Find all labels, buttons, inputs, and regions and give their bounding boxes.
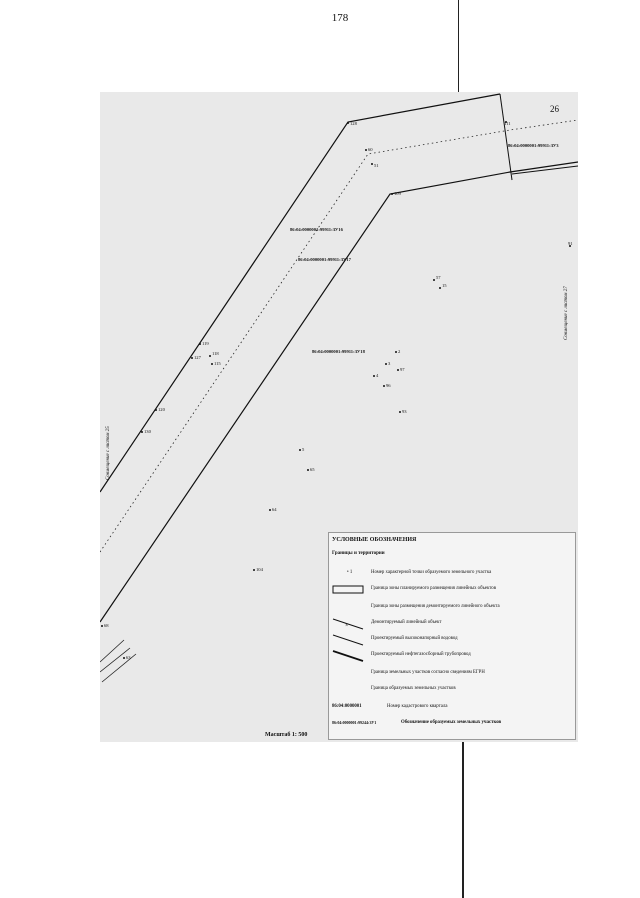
point-label: 118 [212,351,219,356]
point-label: 51 [374,163,379,168]
point-label: 68 [104,623,109,628]
svg-text:×: × [345,623,349,629]
point-label: 128 [350,121,357,126]
side-label-right: Совмещение с листом 27 [564,286,569,340]
legend-item-text: Демонтируемый линейный объект [371,620,442,625]
point-label: 93 [402,409,407,414]
oil-pipeline-symbol [329,649,369,663]
point-label: 60 [368,147,373,152]
point-label: 3 [388,361,391,366]
side-label-left: Совмещение с листом 25 [106,426,111,480]
margin-line-bottom [462,742,464,898]
water-pipeline-symbol [329,633,369,647]
legend-item-text: Проектируемый нефтегазосборный трубопровод [371,652,471,657]
point-label: 120 [158,407,165,412]
scale-label: Масштаб 1: 500 [265,732,308,738]
point-label: 5 [302,447,305,452]
legend-item-text: Номер кадастрового квартала [387,704,448,709]
point-label: 119 [202,341,209,346]
zone-boundary-symbol [329,583,369,597]
sheet-number: 26 [550,104,559,114]
legend-title: УСЛОВНЫЕ ОБОЗНАЧЕНИЯ [332,537,417,543]
legend-item [329,667,575,681]
legend-item [329,649,575,663]
legend-item-text: Проектируемый высоконапорный водовод [371,636,458,641]
point-label: 127 [194,355,201,360]
legend-symbol-text: • 1 [347,570,353,575]
point-label: 64 [272,507,277,512]
legend [328,532,576,740]
pipeline-axis [100,120,578,552]
point-label: 130 [144,429,151,434]
legend-item [329,583,575,597]
parcel-label: 86:04:0000001:99911:ЗУ17 [298,257,351,262]
legend-item-text: Граница образуемых земельных участков [371,686,456,691]
parcel-label: 86:04:0000001:99911:ЗУ18 [312,349,365,354]
point-label: 104 [256,567,263,572]
legend-item [329,617,575,631]
point-label: 111 [504,121,511,126]
dismantled-object-symbol [329,617,369,631]
point-label: 4 [376,373,379,378]
point-label: 91 [568,241,573,246]
margin-line-top [458,0,459,92]
page-number: 178 [331,12,349,24]
zone-boundary-upper [100,94,500,492]
parcel-label: 86:04:0000001:99911:ЗУ3 [508,143,559,148]
legend-subtitle: Границы и территории [332,551,385,556]
legend-item [329,601,575,615]
legend-item-text: Номер характерной точки образуемого земельного участка [371,570,492,575]
legend-item-text: Граница зоны размещения демонтируемого линейного объекта [371,604,500,609]
point-label: 97 [400,367,405,372]
legend-item [329,567,575,581]
legend-item-text: Граница зоны планируемого размещения линейных объектов [371,586,496,591]
point-label: 115 [214,361,221,366]
map-frame [100,92,578,742]
point-label: 57 [436,275,441,280]
point-label: 96 [386,383,391,388]
point-label: 65 [310,467,315,472]
legend-symbol-text: 86:04:0000001 [332,704,362,709]
legend-item [329,683,575,697]
legend-item [329,701,575,715]
legend-symbol-text: 86:04:0000001:99244:ЗУ1 [332,720,377,725]
point-label: 2 [398,349,401,354]
legend-item-text: Граница земельных участков согласно сведениям ЕГРН [371,670,485,675]
point-label: 63 [126,655,131,660]
parcel-label: 86:04:0000001:99911:ЗУ16 [290,227,343,232]
sheet-boundary [500,94,512,180]
pipeline-segment [100,640,124,662]
legend-item [329,717,575,731]
legend-item-text: Обозначение образуемых земельных участков [401,720,502,725]
point-label: 15 [442,283,447,288]
point-label: 109 [394,191,401,196]
legend-item [329,633,575,647]
